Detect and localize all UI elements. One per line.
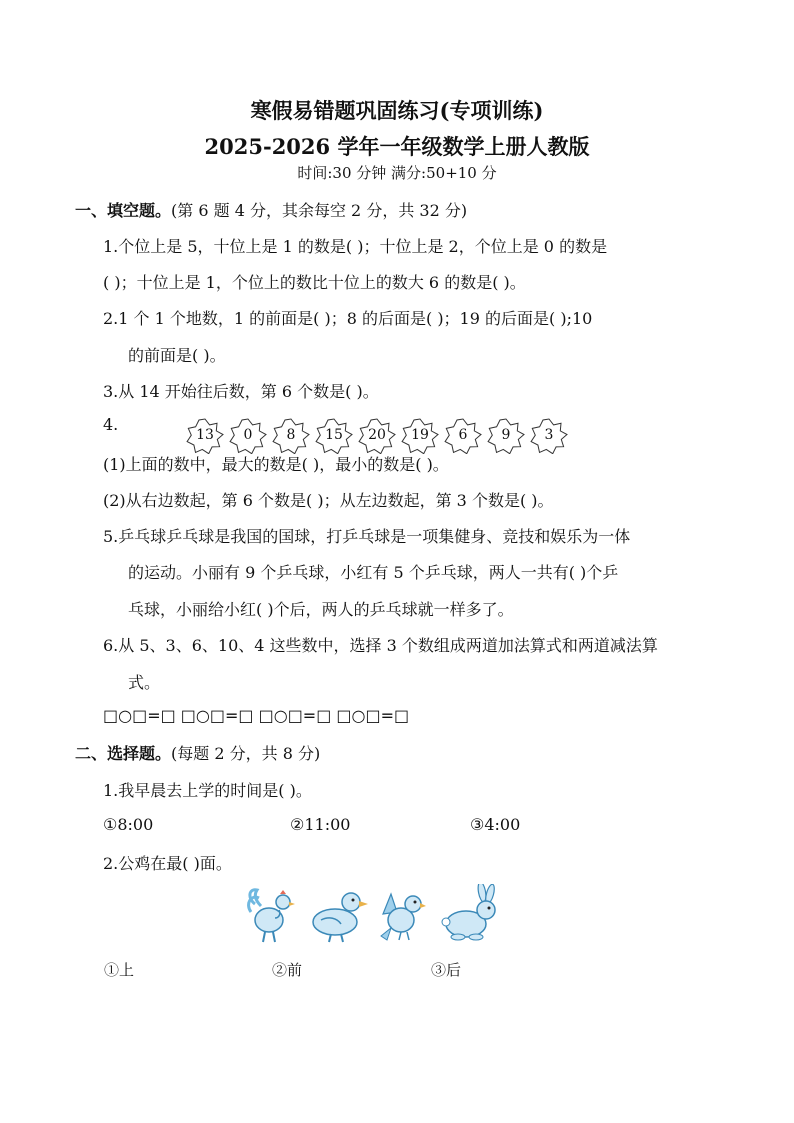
number-star [185, 418, 225, 454]
s2-q2-option-2: ②前 [272, 961, 303, 979]
number-star [357, 418, 397, 454]
q4-line2: (2)从右边数起，第 6 个数是( )；从左边数起，第 3 个数是( )。 [103, 491, 554, 510]
section1-note: (第 6 题 4 分，其余每空 2 分，共 32 分) [171, 201, 468, 220]
number-star [443, 418, 483, 454]
q4-label: 4. [103, 415, 119, 434]
q6-equation-boxes: □○□=□ □○□=□ □○□=□ □○□=□ [103, 706, 410, 725]
rooster-icon [245, 884, 297, 950]
number-star [400, 418, 440, 454]
section2-heading: 二、选择题。 [75, 744, 172, 763]
star-number: 6 [458, 427, 468, 443]
q6-line2: 式。 [128, 673, 161, 692]
s2-q1-text: 1.我早晨去上学的时间是( )。 [103, 781, 312, 800]
s2-q1-option-3: ③4:00 [470, 815, 521, 834]
page-title: 寒假易错题巩固练习(专项训练) [250, 98, 544, 123]
q5-line3: 乓球，小丽给小红( )个后，两人的乒乓球就一样多了。 [128, 600, 514, 619]
star-number: 15 [325, 427, 343, 443]
rabbit-icon [440, 884, 502, 950]
q6-line1: 6.从 5、3、6、10、4 这些数中，选择 3 个数组成两道加法算式和两道减法算 [103, 636, 658, 655]
s2-q2-text: 2.公鸡在最( )面。 [103, 854, 232, 873]
star-number: 8 [286, 427, 296, 443]
q5-line1: 5.乒乓球乒乓球是我国的国球，打乒乓球是一项集健身、竞技和娱乐为一体 [103, 527, 631, 546]
s2-q2-option-3: ③后 [431, 961, 462, 979]
q2-line2: 的前面是( )。 [128, 346, 226, 365]
number-star [486, 418, 526, 454]
exam-meta: 时间:30 分钟 满分:50+10 分 [297, 164, 497, 182]
page-subtitle: 2025-2026 学年一年级数学上册人教版 [204, 134, 590, 159]
number-stars [185, 418, 570, 454]
star-number: 19 [411, 427, 429, 443]
star-number: 20 [368, 427, 386, 443]
star-number: 13 [196, 427, 214, 443]
section2-heading-row [75, 741, 320, 764]
q1-line1: 1.个位上是 5，十位上是 1 的数是( )；十位上是 2，个位上是 0 的数是 [103, 237, 608, 256]
s2-q2-option-1: ①上 [104, 961, 135, 979]
q4-line1: (1)上面的数中，最大的数是( )，最小的数是( )。 [103, 455, 449, 474]
star-number: 3 [544, 427, 554, 443]
q5-line2: 的运动。小丽有 9 个乒乓球，小红有 5 个乒乓球，两人一共有( )个乒 [128, 563, 619, 582]
number-star [529, 418, 569, 454]
section1-heading: 一、填空题。 [75, 201, 172, 220]
number-star [228, 418, 268, 454]
bird-icon [377, 884, 427, 950]
duck-icon [307, 884, 369, 950]
section1-heading-row [75, 198, 467, 221]
star-number: 0 [243, 427, 253, 443]
s2-q1-option-2: ②11:00 [290, 815, 351, 834]
s2-q1-option-1: ①8:00 [103, 815, 154, 834]
star-number: 9 [501, 427, 511, 443]
number-star [314, 418, 354, 454]
q1-line2: ( )；十位上是 1，个位上的数比十位上的数大 6 的数是( )。 [103, 273, 526, 292]
q3-text: 3.从 14 开始往后数，第 6 个数是( )。 [103, 382, 379, 401]
q2-line1: 2.1 个 1 个地数，1 的前面是( )；8 的后面是( )；19 的后面是( );10 [103, 309, 593, 328]
number-star [271, 418, 311, 454]
section2-note: (每题 2 分，共 8 分) [171, 744, 321, 763]
